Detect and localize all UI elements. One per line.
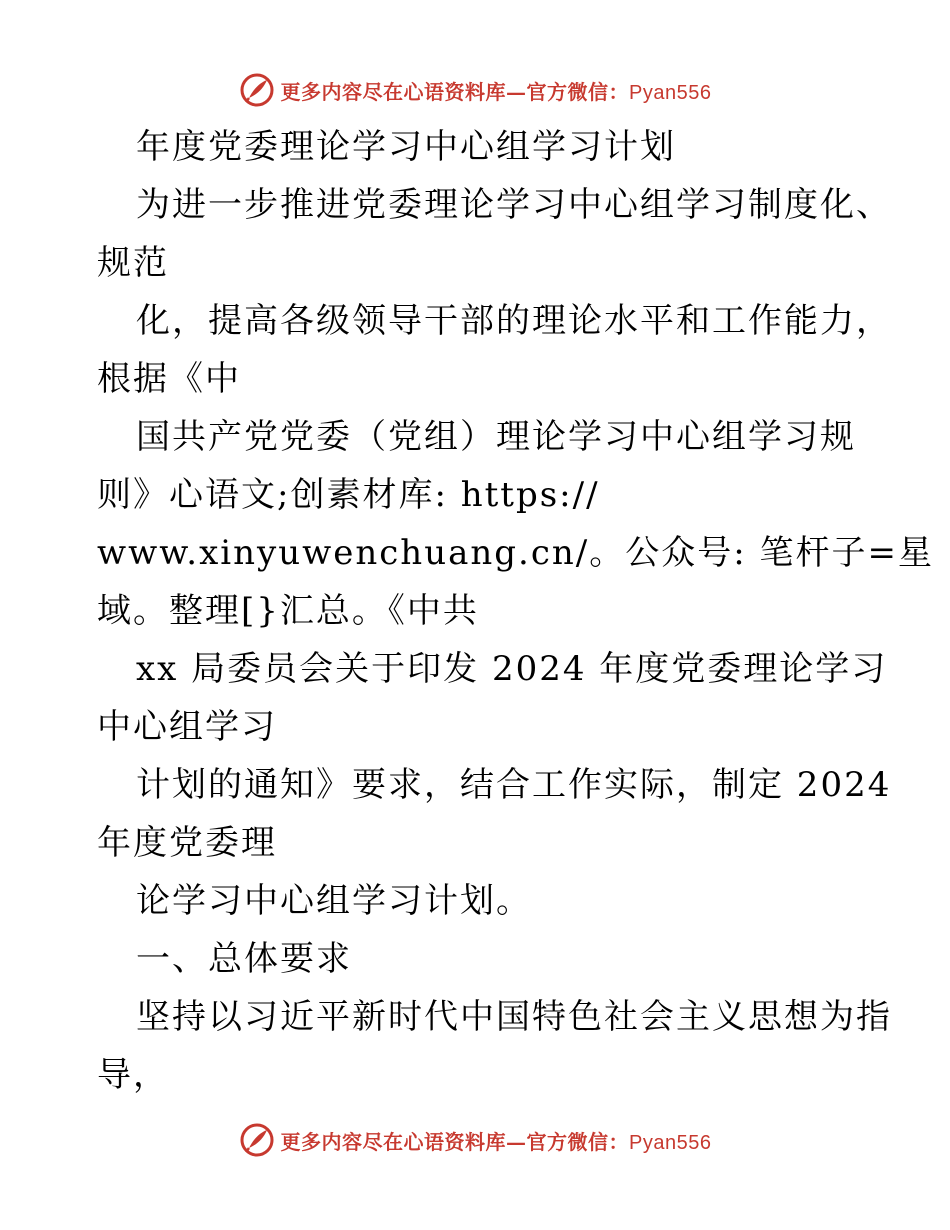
paragraph-line: 则》心语文;创素材库: https:// xyxy=(97,475,600,515)
paragraph-line: 年度党委理 xyxy=(97,823,277,863)
watermark-text: 更多内容尽在心语资料库—官方微信：Pyan556 xyxy=(280,1129,712,1154)
paragraph-line: xx 局委员会关于印发 2024 年度党委理论学习 xyxy=(136,649,888,689)
paragraph-line: 化，提高各级领导干部的理论水平和工作能力， xyxy=(136,301,892,341)
feather-pen-logo-icon xyxy=(239,1122,275,1158)
paragraph-line: 坚持以习近平新时代中国特色社会主义思想为指 xyxy=(136,997,892,1037)
paragraph-line: 中心组学习 xyxy=(97,707,277,747)
paragraph-line: 国共产党党委（党组）理论学习中心组学习规 xyxy=(136,417,856,457)
document-title: 年度党委理论学习中心组学习计划 xyxy=(136,127,676,167)
paragraph-line: 域。整理[}汇总。《中共 xyxy=(97,591,479,631)
paragraph-line: 为进一步推进党委理论学习中心组学习制度化、 xyxy=(136,185,892,225)
paragraph-line: 导， xyxy=(97,1055,169,1095)
section-heading: 一、总体要求 xyxy=(136,939,352,979)
paragraph-line: www.xinyuwenchuang.cn/。公众号: 笔杆子=星 xyxy=(97,533,934,573)
paragraph-line: 论学习中心组学习计划。 xyxy=(136,881,532,921)
watermark-text: 更多内容尽在心语资料库—官方微信：Pyan556 xyxy=(280,79,712,104)
paragraph-line: 根据《中 xyxy=(97,359,241,399)
header-watermark xyxy=(0,70,950,110)
paragraph-line: 规范 xyxy=(97,243,169,283)
feather-pen-logo-icon xyxy=(239,72,275,108)
footer-watermark xyxy=(0,1120,950,1160)
paragraph-line: 计划的通知》要求，结合工作实际，制定 2024 xyxy=(136,765,892,805)
